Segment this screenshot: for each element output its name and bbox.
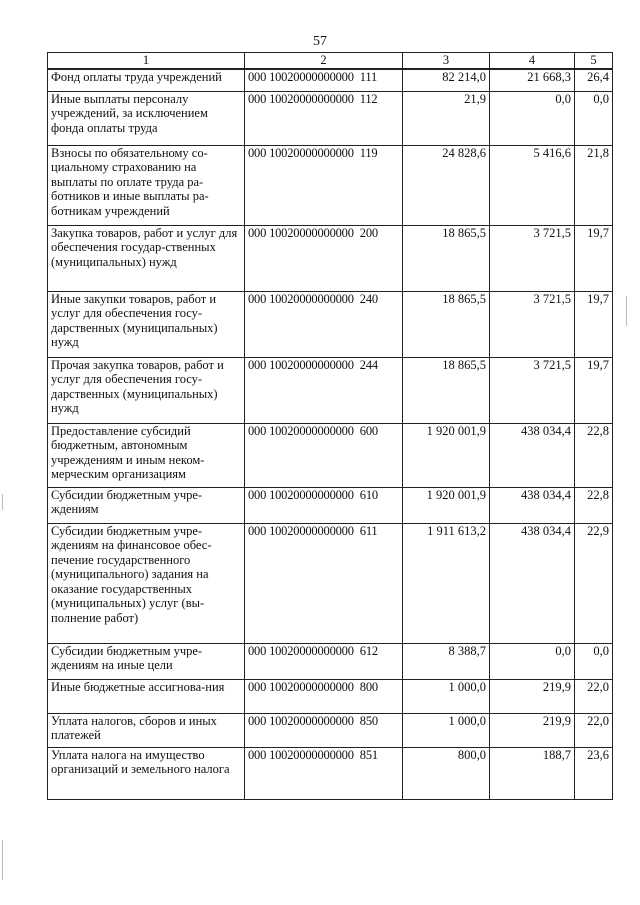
row-name: Уплата налога на имущество организаций и земельного налога	[48, 747, 245, 799]
table-row	[48, 145, 613, 225]
table-row	[48, 357, 613, 423]
row-code: 000 10020000000000	[248, 643, 354, 658]
row-code-cell	[245, 643, 403, 679]
scan-mark	[2, 840, 3, 880]
row-plan: 1 920 001,9	[403, 487, 490, 523]
row-plan: 24 828,6	[403, 145, 490, 225]
row-name: Фонд оплаты труда учреждений	[48, 69, 245, 91]
column-number-row	[48, 53, 613, 70]
row-name: Субсидии бюджетным учре-ждениям	[48, 487, 245, 523]
row-code: 000 10020000000000	[248, 679, 354, 694]
row-code-cell	[245, 291, 403, 357]
row-expense-type: 612	[359, 643, 378, 658]
row-expense-type: 800	[359, 679, 378, 694]
row-fact: 438 034,4	[490, 423, 575, 487]
row-code-cell	[245, 91, 403, 145]
row-name: Прочая закупка товаров, работ и услуг для обеспечения госу-дарственных (муниципальных) нужд	[48, 357, 245, 423]
row-percent: 21,8	[575, 145, 613, 225]
row-percent: 26,4	[575, 69, 613, 91]
row-fact: 21 668,3	[490, 69, 575, 91]
row-code: 000 10020000000000	[248, 747, 354, 762]
table-row	[48, 69, 613, 91]
row-plan: 1 920 001,9	[403, 423, 490, 487]
row-plan: 1 000,0	[403, 713, 490, 747]
row-expense-type: 119	[359, 145, 378, 160]
table-row	[48, 523, 613, 643]
row-plan: 82 214,0	[403, 69, 490, 91]
row-expense-type: 850	[359, 713, 378, 728]
column-header-5: 5	[575, 53, 613, 70]
row-percent: 0,0	[575, 643, 613, 679]
budget-table	[47, 52, 613, 800]
row-fact: 438 034,4	[490, 523, 575, 643]
row-name: Предоставление субсидий бюджетным, автономным учреждениям и иным неком-мерческим организациям	[48, 423, 245, 487]
row-code-cell	[245, 487, 403, 523]
table-row	[48, 225, 613, 291]
row-plan: 1 000,0	[403, 679, 490, 713]
row-expense-type: 851	[359, 747, 378, 762]
row-code-cell	[245, 357, 403, 423]
table-row	[48, 91, 613, 145]
row-fact: 3 721,5	[490, 357, 575, 423]
row-expense-type: 611	[359, 523, 378, 538]
row-fact: 0,0	[490, 643, 575, 679]
row-name: Иные закупки товаров, работ и услуг для обеспечения госу-дарственных (муниципальных) нужд	[48, 291, 245, 357]
row-percent: 22,0	[575, 713, 613, 747]
row-plan: 800,0	[403, 747, 490, 799]
row-code: 000 10020000000000	[248, 70, 354, 84]
row-percent: 22,9	[575, 523, 613, 643]
row-percent: 22,8	[575, 423, 613, 487]
row-code: 000 10020000000000	[248, 357, 354, 372]
row-name: Субсидии бюджетным учре-ждениям на иные цели	[48, 643, 245, 679]
row-name: Закупка товаров, работ и услуг для обеспечения государ-ственных (муниципальных) нужд	[48, 225, 245, 291]
row-code-cell	[245, 747, 403, 799]
row-code: 000 10020000000000	[248, 423, 354, 438]
page-number: 57	[313, 34, 327, 49]
row-percent: 22,8	[575, 487, 613, 523]
table-row	[48, 423, 613, 487]
row-percent: 23,6	[575, 747, 613, 799]
row-fact: 3 721,5	[490, 291, 575, 357]
row-plan: 18 865,5	[403, 291, 490, 357]
row-name: Взносы по обязательному со-циальному страхованию на выплаты по оплате труда ра-ботников и иные выплаты ра-ботникам учреждений	[48, 145, 245, 225]
table-row	[48, 713, 613, 747]
row-code-cell	[245, 225, 403, 291]
row-name: Иные бюджетные ассигнова-ния	[48, 679, 245, 713]
row-plan: 18 865,5	[403, 357, 490, 423]
scan-mark	[2, 494, 3, 510]
table-row	[48, 747, 613, 799]
row-code: 000 10020000000000	[248, 91, 354, 106]
row-code-cell	[245, 713, 403, 747]
row-code: 000 10020000000000	[248, 713, 354, 728]
row-code: 000 10020000000000	[248, 145, 354, 160]
row-expense-type: 600	[359, 423, 378, 438]
row-percent: 22,0	[575, 679, 613, 713]
row-fact: 188,7	[490, 747, 575, 799]
row-fact: 219,9	[490, 713, 575, 747]
column-header-1: 1	[48, 53, 245, 70]
row-fact: 438 034,4	[490, 487, 575, 523]
table-row	[48, 679, 613, 713]
scan-mark	[626, 296, 627, 326]
row-fact: 5 416,6	[490, 145, 575, 225]
row-fact: 0,0	[490, 91, 575, 145]
column-header-2: 2	[245, 53, 403, 70]
row-plan: 21,9	[403, 91, 490, 145]
row-name: Иные выплаты персоналу учреждений, за исключением фонда оплаты труда	[48, 91, 245, 145]
row-expense-type: 610	[359, 487, 378, 502]
row-name: Уплата налогов, сборов и иных платежей	[48, 713, 245, 747]
row-code-cell	[245, 523, 403, 643]
row-code-cell	[245, 69, 403, 91]
table-row	[48, 291, 613, 357]
row-percent: 19,7	[575, 357, 613, 423]
row-plan: 1 911 613,2	[403, 523, 490, 643]
row-code: 000 10020000000000	[248, 291, 354, 306]
row-expense-type: 200	[359, 225, 378, 240]
table-row	[48, 643, 613, 679]
row-expense-type: 112	[359, 91, 378, 106]
row-name: Субсидии бюджетным учре-ждениям на финансовое обес-печение государственного (муниципального) задания на оказание государственных (муниципальных) услуг (вы-полнение работ)	[48, 523, 245, 643]
row-code: 000 10020000000000	[248, 487, 354, 502]
row-expense-type: 240	[359, 291, 378, 306]
row-percent: 19,7	[575, 225, 613, 291]
row-expense-type: 111	[359, 70, 378, 84]
row-code-cell	[245, 423, 403, 487]
row-plan: 8 388,7	[403, 643, 490, 679]
row-fact: 219,9	[490, 679, 575, 713]
table-row	[48, 487, 613, 523]
row-code-cell	[245, 145, 403, 225]
row-plan: 18 865,5	[403, 225, 490, 291]
row-percent: 19,7	[575, 291, 613, 357]
row-fact: 3 721,5	[490, 225, 575, 291]
row-percent: 0,0	[575, 91, 613, 145]
row-expense-type: 244	[359, 357, 378, 372]
row-code: 000 10020000000000	[248, 523, 354, 538]
column-header-4: 4	[490, 53, 575, 70]
column-header-3: 3	[403, 53, 490, 70]
row-code-cell	[245, 679, 403, 713]
row-code: 000 10020000000000	[248, 225, 354, 240]
